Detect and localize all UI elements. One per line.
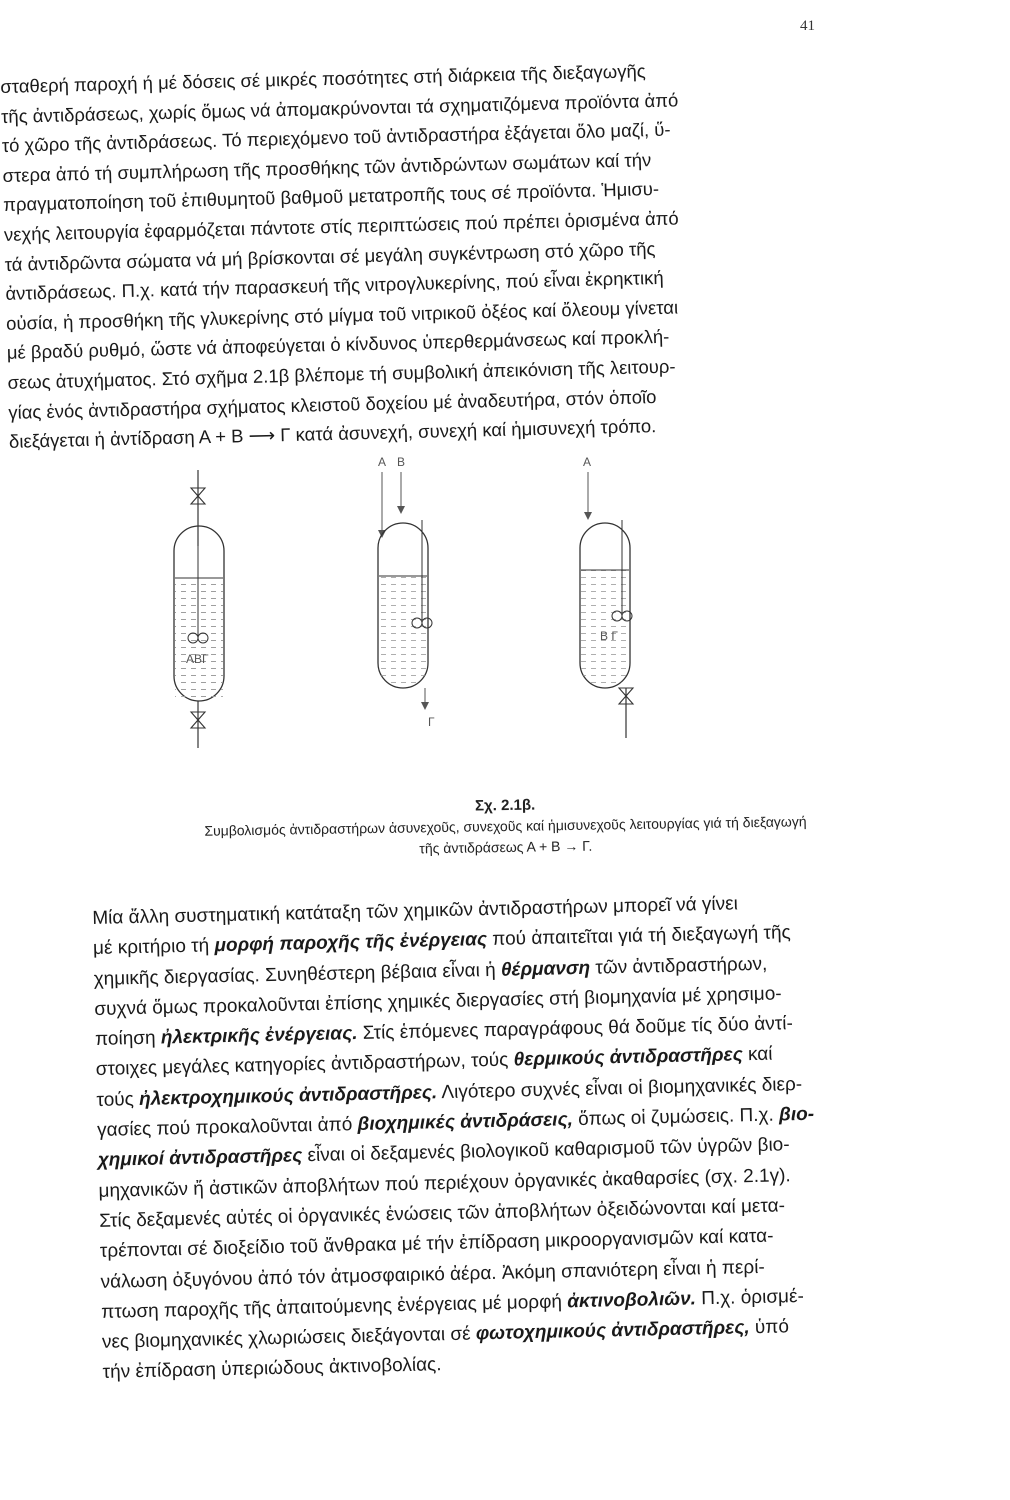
text-line: μέ βραδύ ρυθμό, ὥστε νά ἀποφεύγεται ὁ κίνδυνος ὑπερθερμάνσεως καί προκλή- xyxy=(6,326,670,364)
text-line: πραγματοποίηση τοῦ ἐπιθυμητοῦ βαθμοῦ μετατροπῆς τους σέ προϊόντα. Ἡμισυ- xyxy=(2,178,660,216)
figure-label: Σχ. 2.1β. xyxy=(474,796,536,815)
emphasis-term: ἀκτινοβολιῶν. xyxy=(567,1288,697,1313)
text-line: τήν ἐπίδραση ὑπεριώδους ἀκτινοβολίας. xyxy=(102,1354,442,1384)
text-line: διεξάγεται ἡ ἀντίδραση Α + Β ⟶ Γ κατά ἀσυνεχή, συνεχή καί ἡμισυνεχή τρόπο. xyxy=(8,415,657,453)
text-span: τῶν ἀντιδραστήρων, xyxy=(589,953,768,979)
text-line: γίας ἑνός ἀντιδραστήρα σχήματος κλειστοῦ δοχείου μέ ἀναδευτήρα, στόν ὁποῖο xyxy=(8,385,657,423)
text-span: χημικῆς διεργασίας. Συνηθέστερη βέβαια εἶναι ἡ xyxy=(93,959,502,990)
emphasis-term: ἠλεκτροχημικούς ἀντιδραστῆρες. xyxy=(138,1082,438,1110)
batch-reactor xyxy=(174,470,224,748)
page-number: 41 xyxy=(800,18,815,34)
text-line: μηχανικῶν ἤ ἀστικῶν ἀποβλήτων πού περιέχουν ὀργανικές ἀκαθαρσίες (σχ. 2.1γ). xyxy=(98,1164,791,1202)
continuous-reactor xyxy=(378,455,435,729)
text-span: ποίηση xyxy=(94,1027,162,1051)
text-line: Μία ἄλλη συστηματική κατάταξη τῶν χημικῶν ἀντιδραστήρων μπορεῖ νά γίνει xyxy=(92,893,739,929)
text-line: σταθερή παροχή ή μέ δόσεις σέ μικρές ποσότητες στή διάρκεια τῆς διεξαγωγῆς xyxy=(0,60,646,97)
text-span: ὅπως οἱ ζυμώσεις. Π.χ. xyxy=(572,1104,780,1131)
emphasis-term: χημικοί ἀντιδραστῆρες xyxy=(97,1145,303,1172)
reactor3-inlet-label: Α xyxy=(583,455,592,469)
emphasis-term: βιο- xyxy=(778,1103,815,1126)
emphasis-term: μορφή παροχῆς τῆς ἐνέργειας xyxy=(214,929,488,957)
reactor-diagram xyxy=(160,448,680,778)
emphasis-term: φωτοχημικούς ἀντιδραστῆρες, xyxy=(475,1317,750,1345)
text-line: ἀντιδράσεως. Π.χ. κατά τήν παρασκευή τῆς νιτρογλυκερίνης, πού εἶναι ἐκρηκτική xyxy=(5,267,664,305)
text-line: συχνά ὅμως προκαλοῦνται ἐπίσης χημικές διεργασίες στή βιομηχανία μέ χρησιμο- xyxy=(94,983,782,1020)
text-span: Π.χ. ὁρισμέ- xyxy=(695,1285,805,1310)
emphasis-term: θέρμανση xyxy=(500,957,591,981)
figure-caption xyxy=(0,787,1010,866)
text-span: νες βιομηχανικές χλωριώσεις διεξάγονται σέ xyxy=(101,1323,477,1354)
text-line: τά ἀντιδρῶντα σώματα νά μή βρίσκονται σέ μεγάλη συγκέντρωση στό χῶρο τῆς xyxy=(4,237,656,275)
text-line: νάλωση ὀξυγόνου ἀπό τόν ἀτμοσφαιρικό ἀέρα. Ἀκόμη σπανιότερη εἶναι ἡ περί- xyxy=(100,1256,765,1293)
text-line: τρέπονται σέ διοξείδιο τοῦ ἄνθρακα μέ τήν ἐπίδραση μικροοργανισμῶν καί κατα- xyxy=(99,1225,774,1263)
emphasis-term: ἠλεκτρικῆς ἐνέργειας. xyxy=(160,1023,358,1049)
caption-line: τῆς ἀντιδράσεως Α + Β → Γ. xyxy=(419,837,593,857)
text-span: ὑπό xyxy=(749,1316,790,1339)
reactor2-inlet-b-label: Β xyxy=(397,455,406,469)
text-span: πού ἀπαιτεῖται γιά τή διεξαγωγή τῆς xyxy=(486,922,791,951)
text-line: τῆς ἀντιδράσεως, χωρίς ὅμως νά ἀπομακρύνονται τά σχηματιζόμενα προϊόντα ἀπό xyxy=(0,89,679,127)
text-span: στοιχες μεγάλες κατηγορίες ἀντιδραστήρων, τούς xyxy=(95,1049,514,1081)
text-line: σεως ἀτυχήματος. Στό σχῆμα 2.1β βλέπομε τή συμβολική ἀπεικόνιση τῆς λειτουρ- xyxy=(7,355,676,393)
reactor2-outlet-label: Γ xyxy=(428,715,435,729)
text-line: στερα ἀπό τή συμπλήρωση τῆς προσθήκης τῶν ἀντιδρώντων σωμάτων καί τήν xyxy=(2,148,652,186)
text-span: πτωση παροχῆς τῆς ἀπαιτούμενης ἐνέργειας μέ μορφή xyxy=(101,1291,568,1323)
caption-line: Συμβολισμός ἀντιδραστήρων ἀσυνεχοῦς, συνεχοῦς καί ἡμισυνεχοῦς λειτουργίας γιά τή διεξαγωγή xyxy=(204,813,807,839)
emphasis-term: θερμικούς ἀντιδραστῆρες xyxy=(513,1044,743,1071)
paragraph-2 xyxy=(92,885,923,1388)
reactor2-inlet-a-label: Α xyxy=(378,455,387,469)
text-span: τούς xyxy=(96,1088,140,1111)
text-line: Στίς δεξαμενές αὐτές οἱ ὀργανικές ἑνώσεις τῶν ἀποβλήτων ὀξειδώνονται καί μετα- xyxy=(98,1195,786,1232)
text-span: μέ κριτήριο τή xyxy=(92,935,215,960)
text-line: νεχής λειτουργία ἐφαρμόζεται πάντοτε στίς περιπτώσεις πού πρέπει ὁρισμένα ἀπό xyxy=(3,207,679,245)
text-span: εἶναι οἱ δεξαμενές βιολογικοῦ καθαρισμοῦ τῶν ὑγρῶν βιο- xyxy=(302,1134,790,1167)
text-span: γασίες πού προκαλοῦνται ἀπό xyxy=(96,1114,358,1142)
semi-batch-reactor xyxy=(580,455,633,738)
text-line: τό χῶρο τῆς ἀντιδράσεως. Τό περιεχόμενο τοῦ ἀντιδραστήρα ἐξάγεται ὅλο μαζί, ὕ- xyxy=(1,118,671,157)
text-span: καί xyxy=(742,1044,773,1066)
text-span: Στίς ἑπόμενες παραγράφους θά δοῦμε τίς δύο ἀντί- xyxy=(357,1013,794,1045)
reactor1-contents-label: ΑΒΓ xyxy=(186,652,209,666)
paragraph-1 xyxy=(0,51,859,456)
emphasis-term: βιοχημικές ἀντιδράσεις, xyxy=(357,1109,574,1136)
text-line: οὐσία, ἡ προσθήκη τῆς γλυκερίνης στό μίγμα τοῦ νιτρικοῦ ὀξέος καί ὄλεουμ γίνεται xyxy=(5,296,679,334)
text-span: Λιγότερο συχνές εἶναι οἱ βιομηχανικές διερ- xyxy=(436,1073,803,1103)
reactor3-contents-label: Β Γ xyxy=(600,629,618,643)
